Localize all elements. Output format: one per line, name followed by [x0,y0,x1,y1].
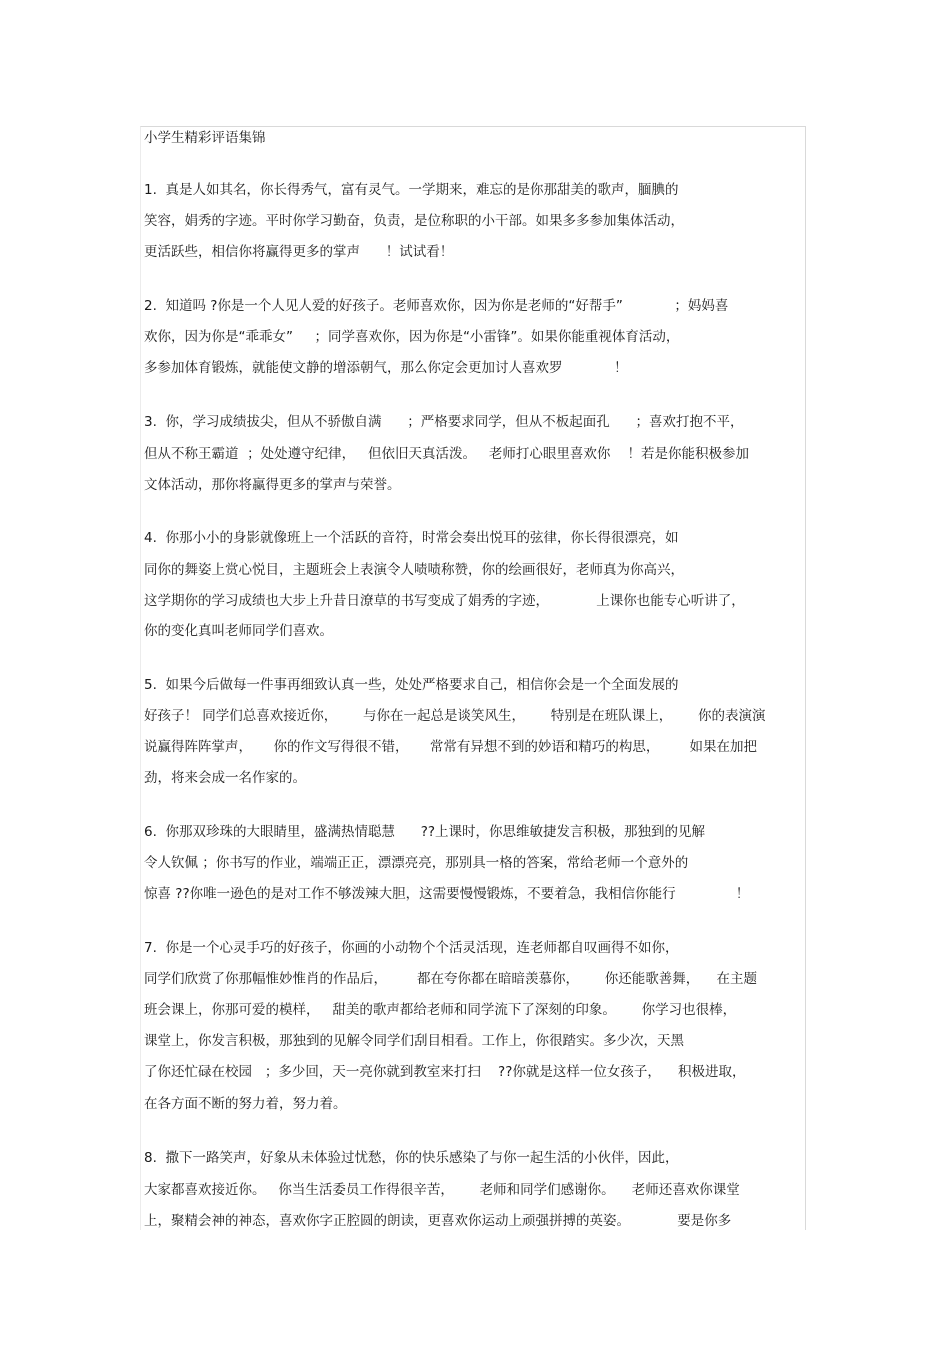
text-line: 7. 你是一个心灵手巧的好孩子，你画的小动物个个活灵活现，连老师都自叹画得不如你， [144,940,679,956]
text-line: 1. 真是人如其名，你长得秀气，富有灵气。一学期来，难忘的是你那甜美的歌声，腼腆的 [144,182,679,198]
text-line: 笑容，娟秀的字迹。平时你学习勤奋，负责，是位称职的小干部。如果多多参加集体活动， [144,213,684,229]
text-line: 了你还忙碌在校园 ；多少回，天一亮你就到教室来打扫 ??你就是这样一位女孩子， 积极进取， [144,1064,746,1080]
text-line: 6. 你那双珍珠的大眼睛里，盛满热情聪慧 ??上课时，你思维敏捷发言积极，那独到的见解 [144,824,706,840]
text-line: 说赢得阵阵掌声， 你的作文写得很不错， 常常有异想不到的妙语和精巧的构思， 如果在加把 [144,739,757,755]
text-line: 上，聚精会神的神态，喜欢你字正腔圆的朗读，更喜欢你运动上顽强拼搏的英姿。 要是你多 [144,1213,732,1229]
text-line: 但从不称王霸道 ；处处遵守纪律， 但依旧天真活泼。 老师打心眼里喜欢你 ！若是你能积极参加 [144,446,749,462]
text-line: 好孩子！ 同学们总喜欢接近你， 与你在一起总是谈笑风生， 特别是在班队课上， 你的表演演 [144,708,766,724]
text-line: 大家都喜欢接近你。 你当生活委员工作得很辛苦， 老师和同学们感谢你。 老师还喜欢你课堂 [144,1182,740,1198]
text-line: 文体活动，那你将赢得更多的掌声与荣誉。 [144,477,401,493]
text-line: 5. 如果今后做每一件事再细致认真一些，处处严格要求自己，相信你会是一个全面发展的 [144,677,679,693]
text-line: 同学们欣赏了你那幅惟妙惟肖的作品后， 都在夸你都在暗暗羡慕你， 你还能歌善舞， 在主题 [144,971,757,987]
text-line: 劲，将来会成一名作家的。 [144,770,306,786]
text-line: 欢你，因为你是“乖乖女” ；同学喜欢你，因为你是“小雷锋”。如果你能重视体育活动， [144,329,680,345]
text-line: 多参加体育锻炼，就能使文静的增添朝气，那么你定会更加讨人喜欢罗 ！ [144,360,628,376]
text-line: 班会课上，你那可爱的模样， 甜美的歌声都给老师和同学流下了深刻的印象。 你学习也很棒， [144,1002,737,1018]
text-line: 惊喜 ??你唯一逊色的是对工作不够泼辣大胆，这需要慢慢锻炼，不要着急，我相信你能行 ！ [144,886,750,902]
text-line: 4. 你那小小的身影就像班上一个活跃的音符，时常会奏出悦耳的弦律，你长得很漂亮，如 [144,530,679,546]
text-line: 2. 知道吗 ?你是一个人见人爱的好孩子。老师喜欢你，因为你是老师的“好帮手” ；妈妈喜 [144,298,729,314]
text-line: 这学期你的学习成绩也大步上升昔日潦草的书写变成了娟秀的字迹， 上课你也能专心听讲了， [144,593,745,609]
text-line: 令人钦佩 ；你书写的作业，端端正正，漂漂亮亮，那别具一格的答案，常给老师一个意外的 [144,855,689,871]
document-title: 小学生精彩评语集锦 [144,130,266,146]
text-line: 在各方面不断的努力着，努力着。 [144,1096,347,1112]
text-line: 3. 你，学习成绩拔尖，但从不骄傲自满 ；严格要求同学，但从不板起面孔 ；喜欢打抱不平， [144,414,744,430]
text-line: 8. 撒下一路笑声，好象从未体验过忧愁，你的快乐感染了与你一起生活的小伙伴，因此， [144,1150,679,1166]
text-line: 课堂上，你发言积极，那独到的见解令同学们刮目相看。工作上，你很踏实。多少次，天黑 [144,1033,684,1049]
text-line: 更活跃些，相信你将赢得更多的掌声 ！试试看！ [144,244,454,260]
text-line: 同你的舞姿上赏心悦目，主题班会上表演令人啧啧称赞，你的绘画很好，老师真为你高兴， [144,562,684,578]
text-line: 你的变化真叫老师同学们喜欢。 [144,623,333,639]
